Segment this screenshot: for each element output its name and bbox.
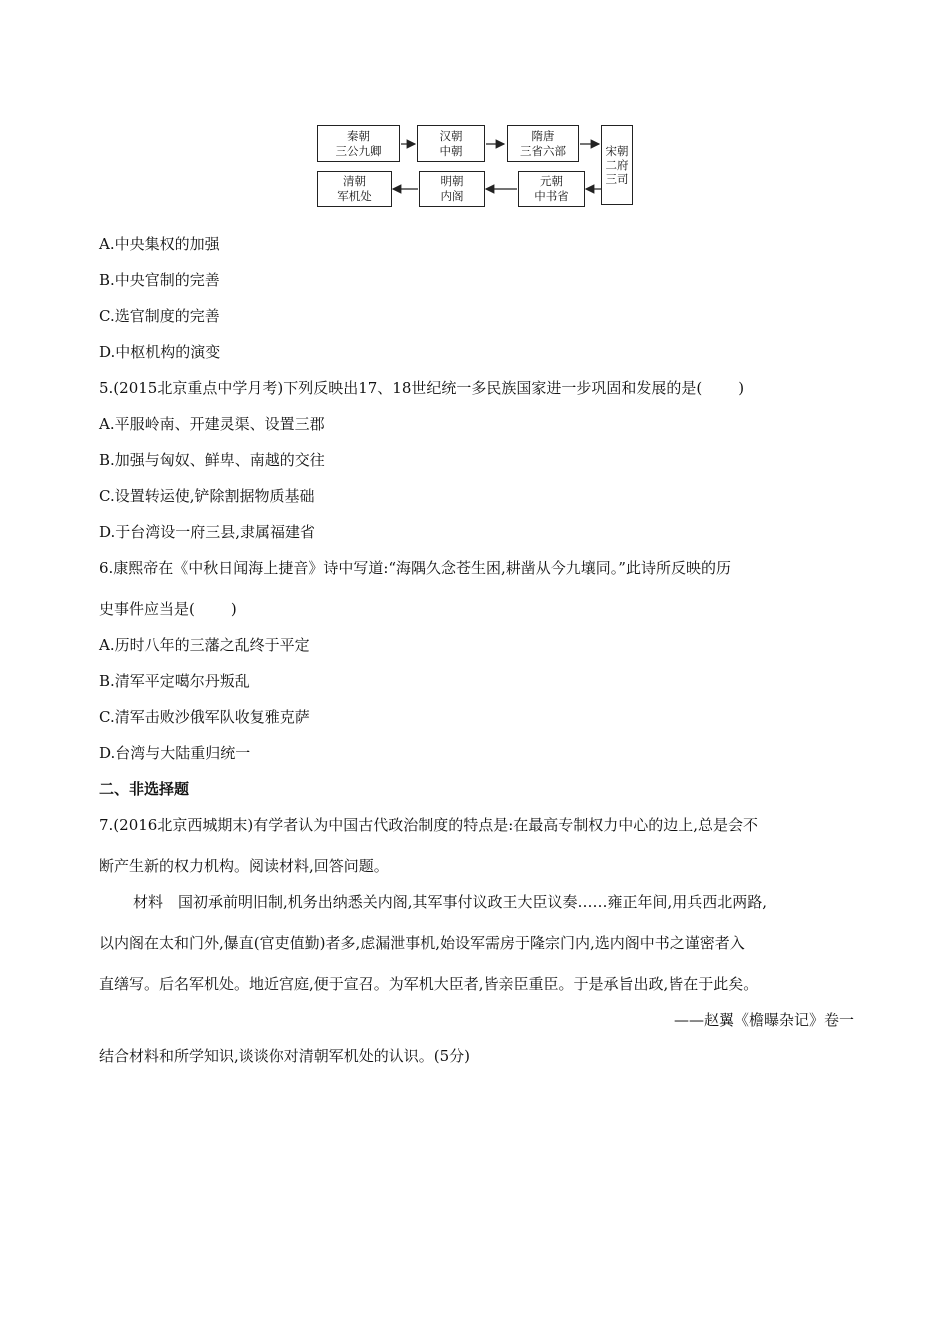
box-song-line3: 三司 (605, 172, 629, 186)
q6-stem-line1: 6.康熙帝在《中秋日闻海上捷音》诗中写道:“海隅久念苍生困,耕凿从今九壤同。”此诗所反映的历 (99, 559, 731, 577)
box-yuan (518, 171, 585, 207)
q6-close-paren: ) (230, 600, 237, 618)
box-qin-line1: 秦朝 (347, 128, 370, 143)
box-han (417, 125, 485, 162)
q4-option-c: C.选官制度的完善 (99, 307, 220, 325)
q7-stem-line2: 断产生新的权力机构。阅读材料,回答问题。 (99, 857, 389, 875)
q5-option-c: C.设置转运使,铲除割据物质基础 (99, 487, 315, 505)
box-qing (317, 171, 392, 207)
box-qing-line1: 清朝 (343, 174, 366, 188)
q6-option-d: D.台湾与大陆重归统一 (99, 744, 251, 762)
q4-option-d: D.中枢机构的演变 (99, 343, 221, 361)
q6-stem-text: 史事件应当是( (99, 600, 195, 618)
q5-option-d: D.于台湾设一府三县,隶属福建省 (99, 523, 316, 541)
box-qing-line2: 军机处 (337, 189, 372, 203)
q6-option-a: A.历时八年的三藩之乱终于平定 (99, 636, 310, 654)
q7-material-line1: 材料 国初承前明旧制,机务出纳悉关内阁,其军事付议政王大臣议奏……雍正年间,用兵西北两路, (133, 893, 768, 911)
q5-option-b: B.加强与匈奴、鲜卑、南越的交往 (99, 451, 325, 469)
box-qin (317, 125, 400, 162)
box-han-line2: 中朝 (439, 143, 463, 158)
q7-material-line3: 直缮写。后名军机处。地近宫庭,便于宣召。为军机大臣者,皆亲臣重臣。于是承旨出政,皆在于此矣。 (99, 975, 759, 993)
box-ming-line2: 内阁 (440, 189, 464, 203)
box-suitang-line1: 隋唐 (531, 128, 555, 143)
section2-title: 二、非选择题 (99, 780, 190, 798)
box-song (601, 125, 633, 205)
dynasty-flow-diagram (0, 0, 950, 220)
box-song-line2: 二府 (605, 158, 629, 172)
q4-option-a: A.中央集权的加强 (99, 235, 220, 253)
q5-option-a: A.平服岭南、开建灵渠、设置三郡 (99, 415, 325, 433)
q6-option-b: B.清军平定噶尔丹叛乱 (99, 672, 250, 690)
q7-source: ——赵翼《檐曝杂记》卷一 (673, 1011, 854, 1029)
q7-stem-line1: 7.(2016北京西城期末)有学者认为中国古代政治制度的特点是:在最高专制权力中心的边上,总是会不 (99, 816, 759, 834)
box-yuan-line2: 中书省 (534, 189, 569, 203)
box-suitang (507, 125, 579, 162)
box-ming (419, 171, 485, 207)
box-qin-line2: 三公九卿 (335, 143, 382, 158)
box-song-line1: 宋朝 (605, 144, 629, 158)
q6-option-c: C.清军击败沙俄军队收复雅克萨 (99, 708, 310, 726)
box-ming-line1: 明朝 (440, 174, 464, 188)
box-suitang-line2: 三省六部 (520, 143, 566, 158)
q7-question: 结合材料和所学知识,谈谈你对清朝军机处的认识。(5分) (99, 1047, 471, 1065)
q5-stem (99, 378, 744, 398)
q6-stem-line2 (99, 599, 237, 619)
box-yuan-line1: 元朝 (540, 174, 563, 188)
q5-close-paren: ) (738, 379, 745, 397)
q5-stem-text: 5.(2015北京重点中学月考)下列反映出17、18世纪统一多民族国家进一步巩固和发展的是( (99, 379, 703, 397)
box-han-line1: 汉朝 (439, 128, 463, 143)
q4-option-b: B.中央官制的完善 (99, 271, 220, 289)
q7-material-line2: 以内阁在太和门外,儤直(官吏值勤)者多,虑漏泄事机,始设军需房于隆宗门内,选内阁中书之谨密者入 (99, 934, 745, 952)
